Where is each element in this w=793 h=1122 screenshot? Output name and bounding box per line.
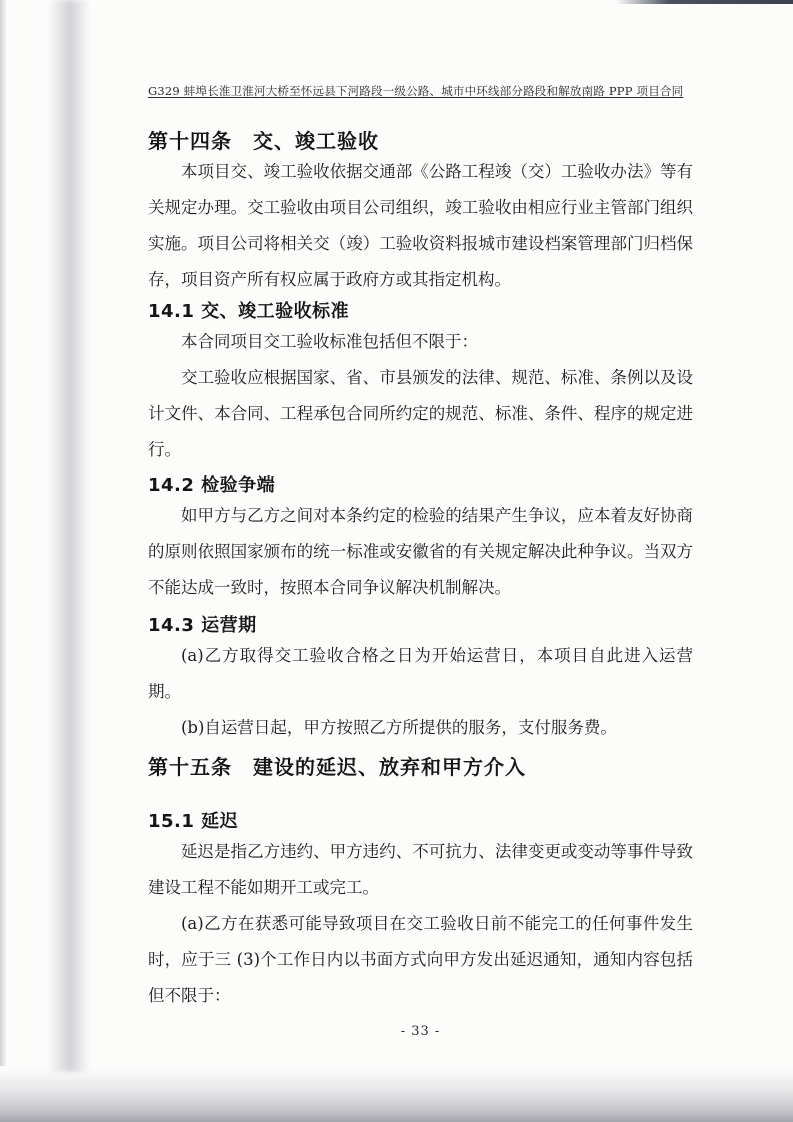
section-14-1-paragraph-1: 本合同项目交工验收标准包括但不限于：: [181, 332, 478, 351]
section-14-3-item-a: (a)乙方取得交工验收合格之日为开始运营日，本项目自此进入运营期。: [148, 646, 693, 701]
scan-edge-bottom: [0, 1068, 793, 1122]
section-14-3-item-b: (b)自运营日起，甲方按照乙方所提供的服务，支付服务费。: [181, 718, 617, 737]
section-14-3-heading: 14.3 运营期: [148, 615, 257, 636]
section-15-1-paragraph: 延迟是指乙方违约、甲方违约、不可抗力、法律变更或变动等事件导致建设工程不能如期开工或完工。: [148, 842, 693, 897]
page-number: - 33 -: [400, 1024, 441, 1039]
section-14-1-paragraph-2: 交工验收应根据国家、省、市县颁发的法律、规范、标准、条例以及设计文件、本合同、工程承包合同所约定的规范、标准、条件、程序的规定进行。: [148, 368, 693, 459]
chapter-15-heading: 第十五条 建设的延迟、放弃和甲方介入: [148, 755, 526, 779]
section-15-1-item-a: (a)乙方在获悉可能导致项目在交工验收日前不能完工的任何事件发生时，应于三 (3)个工作日内以书面方式向甲方发出延迟通知，通知内容包括但不限于：: [148, 914, 693, 1005]
section-14-1-heading: 14.1 交、竣工验收标准: [148, 301, 350, 322]
scan-edge-top-right: [616, 0, 793, 4]
chapter-14-heading: 第十四条 交、竣工验收: [148, 129, 379, 153]
page-content: [148, 84, 693, 1014]
section-14-2-heading: 14.2 检验争端: [148, 475, 276, 496]
running-header: G329 蚌埠长淮卫淮河大桥至怀远县下河路段一级公路、城市中环线部分路段和解放南路 PPP 项目合同: [148, 84, 684, 98]
page-fold-shadow: [48, 0, 90, 1072]
section-14-2-paragraph: 如甲方与乙方之间对本条约定的检验的结果产生争议，应本着友好协商的原则依照国家颁布的统一标准或安徽省的有关规定解决此种争议。当双方不能达成一致时，按照本合同争议解决机制解决。: [148, 506, 693, 597]
section-15-1-heading: 15.1 延迟: [148, 811, 239, 832]
scan-edge-left: [0, 0, 7, 1066]
chapter-14-intro-paragraph: 本项目交、竣工验收依据交通部《公路工程竣（交）工验收办法》等有关规定办理。交工验收由项目公司组织，竣工验收由相应行业主管部门组织实施。项目公司将相关交（竣）工验收资料报城市建设档案管理部门归档保存，项目资产所有权应属于政府方或其指定机构。: [148, 162, 693, 289]
